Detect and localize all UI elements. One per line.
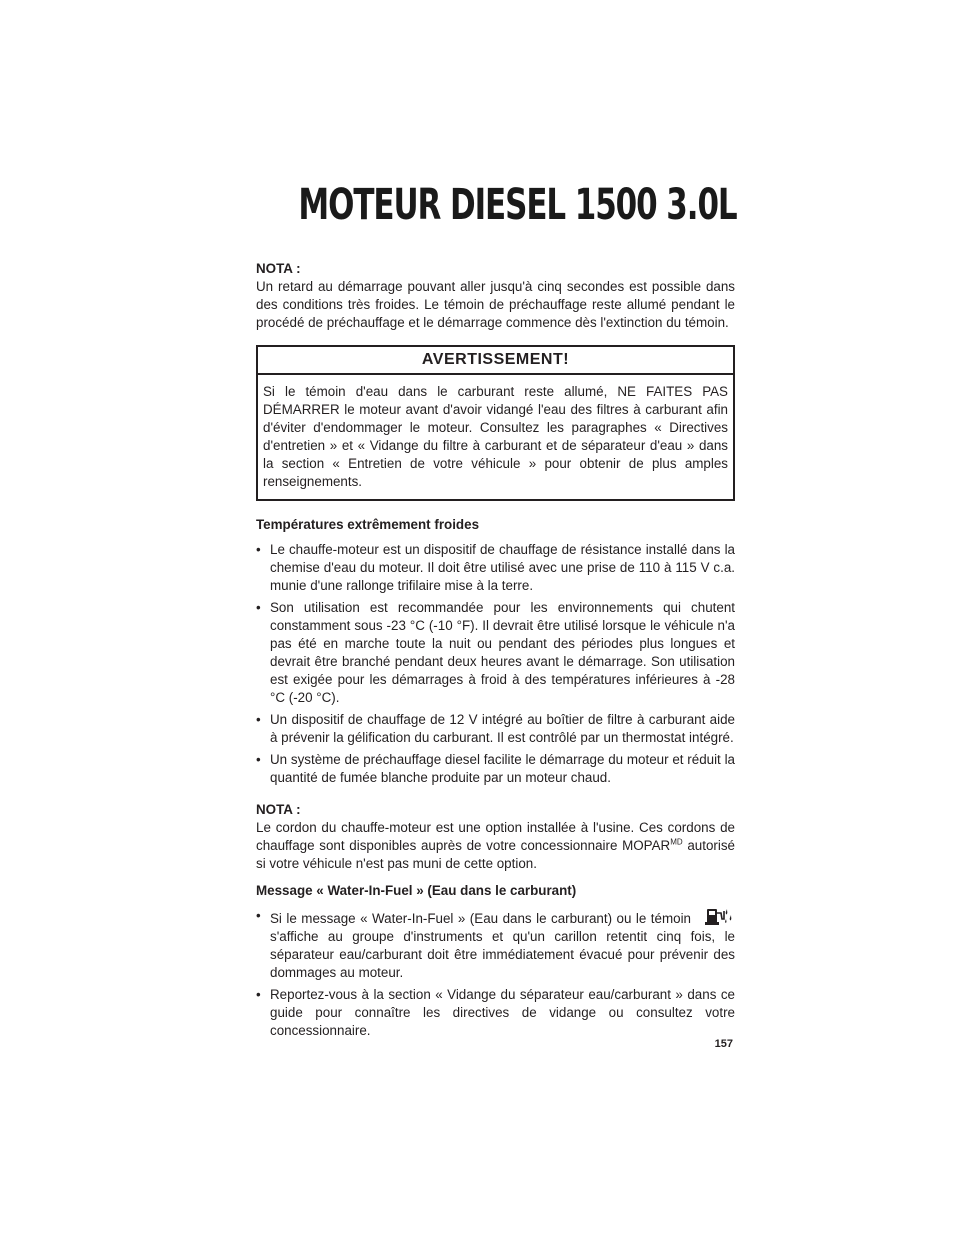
list-item-text: Un dispositif de chauffage de 12 V intégré au boîtier de filtre à carburant aide à prévenir la gélification du carburant. Il est contrôlé par un thermostat intégré. xyxy=(270,712,735,745)
bullet: • xyxy=(256,600,261,615)
nota-text xyxy=(256,819,735,873)
list-item-text: Le chauffe-moteur est un dispositif de chauffage de résistance installé dans la chemise d'eau du moteur. Il doit être utilisé avec une prise de 110 à 115 V c.a. munie d'une rallonge trifilaire mise à la terre. xyxy=(270,542,735,593)
list-item-text: Un système de préchauffage diesel facilite le démarrage du moteur et réduit la quantité de fumée blanche produite par un moteur chaud. xyxy=(270,752,735,785)
list-item xyxy=(256,599,735,707)
warning-title: AVERTISSEMENT! xyxy=(258,347,733,375)
nota-text: Un retard au démarrage pouvant aller jusqu'à cinq secondes est possible dans des conditions très froides. Le témoin de préchauffage reste allumé pendant le procédé de préchauffage et le démarrage commence dès l'extinction du témoin. xyxy=(256,279,735,330)
bullet: • xyxy=(256,712,261,727)
list-item-text: Si le message « Water-In-Fuel » (Eau dans le carburant) ou le témoin xyxy=(270,911,691,926)
nota-text-part: autorisé si votre véhicule n'est pas muni de cette option. xyxy=(256,838,736,871)
list-item xyxy=(256,711,735,747)
section-title-cold: Températures extrêmement froides xyxy=(256,517,480,532)
bullet: • xyxy=(256,542,261,557)
list-item-text: s'affiche au groupe d'instruments et qu'un carillon retentit cinq fois, le séparateur eau/carburant doit être immédiatement évacué pour prévenir des dommages au moteur. xyxy=(270,929,735,980)
page-content xyxy=(256,260,735,1045)
nota-title: NOTA : xyxy=(256,261,301,276)
section-title-water: Message « Water-In-Fuel » (Eau dans le carburant) xyxy=(256,883,577,898)
list-item xyxy=(256,751,735,787)
warning-text: Si le témoin d'eau dans le carburant reste allumé, NE FAITES PAS DÉMARRER le moteur avant d'avoir vidangé l'eau des filtres à carburant afin d'éviter d'endommager le moteur. Consultez les paragraphes « Directives d'entretien » et « Vidange du filtre à carburant et de séparateur d'eau » dans la section « Entretien de votre véhicule » pour obtenir de plus amples renseignements. xyxy=(263,384,728,489)
page-header-title: MOTEUR DIESEL 1500 3.0L xyxy=(298,180,737,230)
list-item-text: Reportez-vous à la section « Vidange du séparateur eau/carburant » dans ce guide pour connaître les directives de vidange ou consultez votre concessionnaire. xyxy=(270,987,735,1038)
water-in-fuel-icon xyxy=(705,907,735,925)
nota-title: NOTA : xyxy=(256,802,301,817)
water-list xyxy=(256,907,735,1040)
page-number: 157 xyxy=(714,1038,733,1050)
list-item xyxy=(256,986,735,1040)
bullet: • xyxy=(256,987,261,1002)
list-item xyxy=(256,541,735,595)
warning-box xyxy=(256,345,735,501)
list-item xyxy=(256,907,735,982)
cold-list xyxy=(256,541,735,787)
bullet: • xyxy=(256,752,261,767)
trademark-superscript: MD xyxy=(670,837,683,847)
list-item-text: Son utilisation est recommandée pour les environnements qui chutent constamment sous -23 °C (-10 °F). Il devrait être utilisé lorsque le véhicule n'a pas été en marche toute la nuit ou pendant des périodes plus longues et devrait être branché pendant deux heures avant le démarrage. Son utilisation est exigée pour les démarrages à froid à des températures inférieures à -28 °C (-20 °C). xyxy=(270,600,735,705)
nota-text-part: Le cordon du chauffe-moteur est une option installée à l'usine. Ces cordons de chauffage sont disponibles auprès de votre concessionnaire MOPAR xyxy=(256,820,735,853)
bullet: • xyxy=(256,908,261,923)
